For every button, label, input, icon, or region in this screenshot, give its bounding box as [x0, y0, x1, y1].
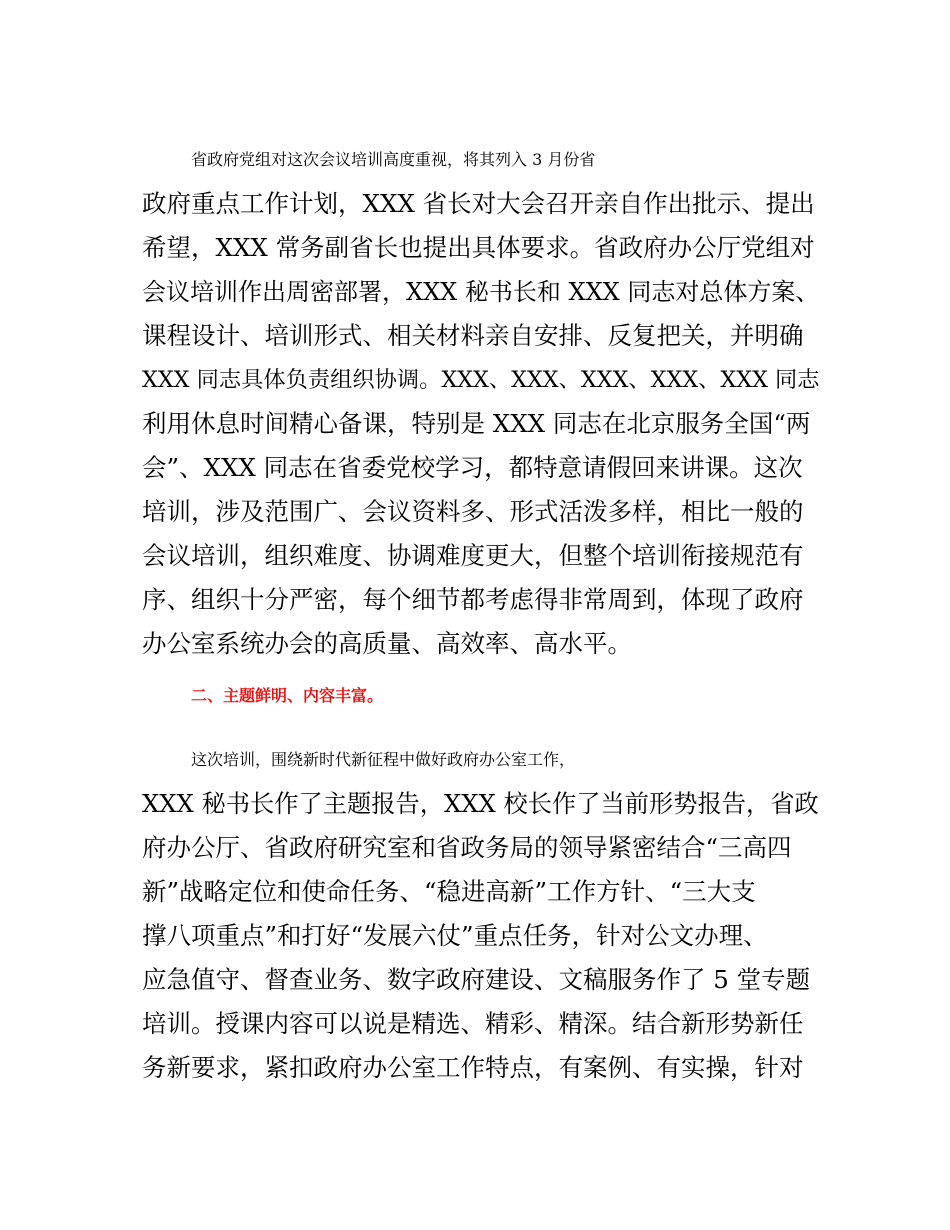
paragraph-2-line-8: 务新要求，紧扣政府办公室工作特点，有案例、有实操，针对: [142, 1053, 804, 1082]
paragraph-1-line-11: 序、组织十分严密，每个细节都考虑得非常周到，体现了政府: [142, 585, 804, 614]
paragraph-1-line-12: 办公室系统办会的高质量、高效率、高水平。: [142, 629, 632, 658]
section-heading-2: 二、主题鲜明、内容丰富。: [191, 686, 384, 705]
paragraph-1-line-1: 省政府党组对这次会议培训高度重视，将其列入 3 月份省: [191, 150, 596, 169]
paragraph-1-line-9: 培训，涉及范围广、会议资料多、形式活泼多样，相比一般的: [142, 497, 804, 526]
paragraph-2-line-3: 府办公厅、省政府研究室和省政务局的领导紧密结合“三高四: [142, 833, 792, 862]
paragraph-1-line-8: 会”、XXX 同志在省委党校学习，都特意请假回来讲课。这次: [142, 453, 803, 482]
paragraph-2-line-5: 撑八项重点”和打好“发展六仗”重点任务，针对公文办理、: [142, 921, 768, 950]
paragraph-1-line-10: 会议培训，组织难度、协调难度更大，但整个培训衔接规范有: [142, 541, 804, 570]
paragraph-2-line-7: 培训。授课内容可以说是精选、精彩、精深。结合新形势新任: [142, 1009, 804, 1038]
paragraph-1-line-2: 政府重点工作计划，XXX 省长对大会召开亲自作出批示、提出: [142, 189, 815, 218]
paragraph-2-line-2: XXX 秘书长作了主题报告，XXX 校长作了当前形势报告，省政: [142, 789, 819, 818]
paragraph-2-line-6: 应急值守、督查业务、数字政府建设、文稿服务作了 5 堂专题: [142, 965, 811, 994]
paragraph-2-line-4: 新”战略定位和使命任务、“稳进高新”工作方针、“三大支: [142, 877, 756, 906]
paragraph-1-line-6: XXX 同志具体负责组织协调。XXX、XXX、XXX、XXX、XXX 同志: [142, 367, 820, 393]
paragraph-1-line-5: 课程设计、培训形式、相关材料亲自安排、反复把关，并明确: [142, 321, 804, 350]
paragraph-1-line-4: 会议培训作出周密部署，XXX 秘书长和 XXX 同志对总体方案、: [142, 278, 820, 306]
paragraph-1-line-7: 利用休息时间精心备课，特别是 XXX 同志在北京服务全国“两: [142, 409, 811, 438]
paragraph-2-line-1: 这次培训，围绕新时代新征程中做好政府办公室工作，: [191, 750, 576, 769]
paragraph-1-line-3: 希望，XXX 常务副省长也提出具体要求。省政府办公厅党组对: [142, 233, 815, 262]
